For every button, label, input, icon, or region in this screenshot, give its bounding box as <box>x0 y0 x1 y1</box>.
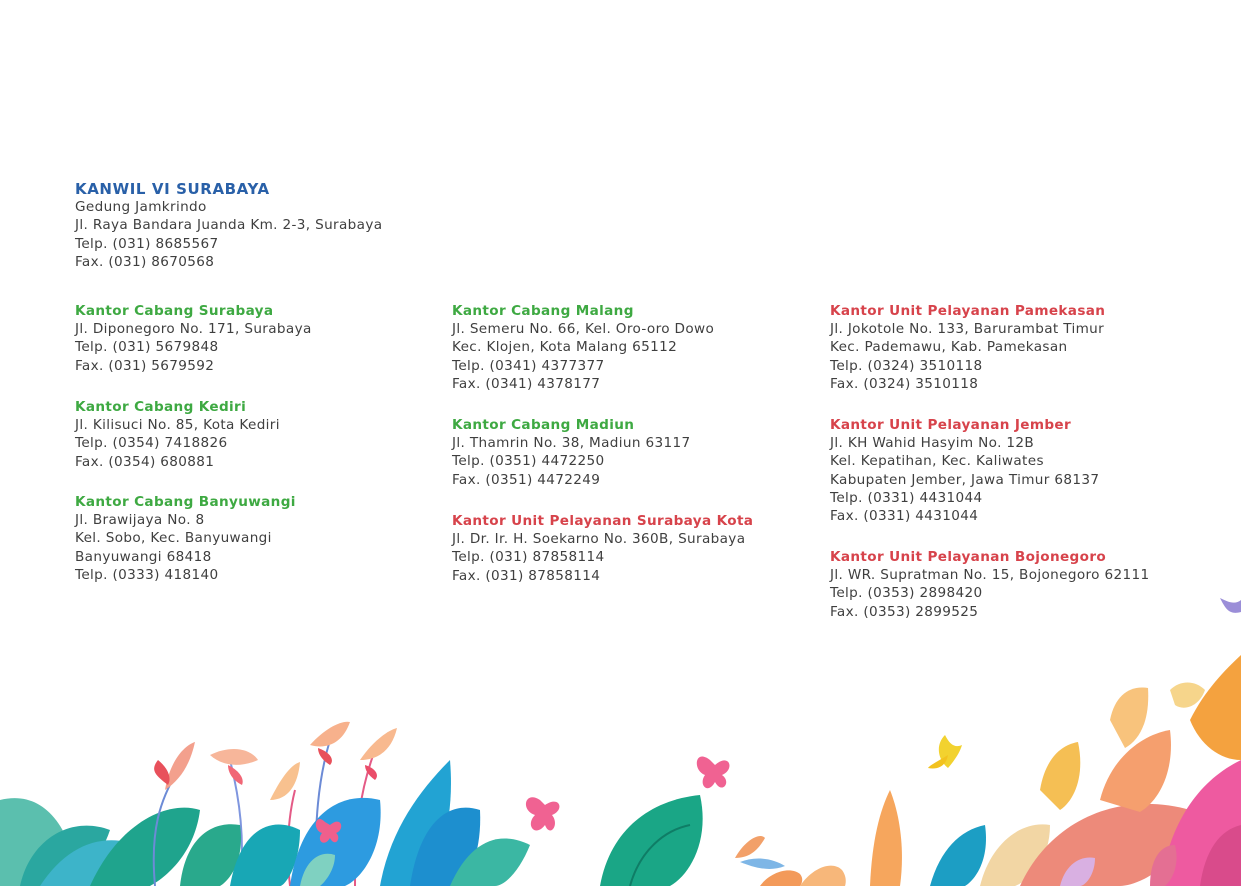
office-line: Jl. KH Wahid Hasyim No. 12B <box>830 435 1035 452</box>
office-line: Jl. Diponegoro No. 171, Surabaya <box>75 321 312 338</box>
butterfly-pink-3 <box>316 819 341 843</box>
office-line: Fax. (0351) 4472249 <box>452 471 601 488</box>
office-title: Kantor Unit Pelayanan Jember <box>830 417 1072 433</box>
office-title: Kantor Unit Pelayanan Pamekasan <box>830 303 1106 319</box>
office-line: Fax. (031) 87858114 <box>452 567 601 584</box>
office-line: Telp. (0331) 4431044 <box>830 489 983 506</box>
kanwil-line: Gedung Jamkrindo <box>75 199 207 216</box>
butterfly-yellow <box>928 735 962 768</box>
butterfly-pink-1 <box>526 797 560 830</box>
office-line: Jl. Thamrin No. 38, Madiun 63117 <box>452 435 691 452</box>
kanwil-line: Telp. (031) 8685567 <box>75 235 219 252</box>
office-line: Banyuwangi 68418 <box>75 548 212 565</box>
office-title: Kantor Unit Pelayanan Surabaya Kota <box>452 513 754 529</box>
kanwil-line: Fax. (031) 8670568 <box>75 253 215 270</box>
office-line: Fax. (0331) 4431044 <box>830 508 979 525</box>
office-title: Kantor Cabang Kediri <box>75 399 247 415</box>
office-line: Kec. Pademawu, Kab. Pamekasan <box>830 339 1068 356</box>
office-line: Telp. (031) 5679848 <box>75 339 219 356</box>
office-unit-jember <box>830 416 1099 525</box>
office-title: Kantor Cabang Banyuwangi <box>75 494 296 510</box>
orange-pattern-band <box>760 866 846 886</box>
butterfly-purple <box>1220 598 1241 613</box>
office-cabang-surabaya <box>75 302 312 375</box>
office-cabang-banyuwangi <box>75 493 296 584</box>
office-unit-surabaya-kota <box>452 512 753 585</box>
office-line: Jl. Jokotole No. 133, Barurambat Timur <box>830 321 1105 338</box>
office-title: Kantor Cabang Surabaya <box>75 303 274 319</box>
office-line: Jl. WR. Supratman No. 15, Bojonegoro 62111 <box>830 567 1150 584</box>
office-cabang-malang <box>452 302 714 393</box>
office-line: Telp. (0354) 7418826 <box>75 435 228 452</box>
flower-heads <box>154 722 397 800</box>
office-line: Fax. (0341) 4378177 <box>452 375 601 392</box>
flower-stems <box>154 740 375 886</box>
office-cabang-kediri <box>75 398 280 471</box>
office-line: Telp. (0333) 418140 <box>75 566 219 583</box>
office-title: Kantor Cabang Madiun <box>452 417 635 433</box>
kanwil-line: Jl. Raya Bandara Juanda Km. 2-3, Surabaya <box>75 217 383 234</box>
office-line: Kel. Kepatihan, Kec. Kaliwates <box>830 453 1044 470</box>
office-line: Jl. Kilisuci No. 85, Kota Kediri <box>75 417 280 434</box>
office-line: Jl. Semeru No. 66, Kel. Oro-oro Dowo <box>452 321 715 338</box>
right-foliage-cluster <box>870 655 1241 886</box>
office-line: Telp. (0351) 4472250 <box>452 453 605 470</box>
office-unit-pamekasan <box>830 302 1105 393</box>
butterfly-blue-orange <box>735 836 785 869</box>
office-line: Telp. (0353) 2898420 <box>830 585 983 602</box>
kanwil-title: KANWIL VI SURABAYA <box>75 180 270 198</box>
center-monstera-leaf <box>600 795 703 886</box>
office-title: Kantor Unit Pelayanan Bojonegoro <box>830 549 1107 565</box>
office-line: Kel. Sobo, Kec. Banyuwangi <box>75 530 272 547</box>
butterfly-pink-2 <box>697 756 730 788</box>
office-title: Kantor Cabang Malang <box>452 303 634 319</box>
office-line: Jl. Brawijaya No. 8 <box>75 512 205 529</box>
office-line: Telp. (0341) 4377377 <box>452 357 605 374</box>
office-line: Telp. (0324) 3510118 <box>830 357 983 374</box>
office-line: Fax. (031) 5679592 <box>75 357 215 374</box>
office-line: Telp. (031) 87858114 <box>452 549 605 566</box>
mid-left-leaves <box>180 760 530 886</box>
office-cabang-madiun <box>452 416 691 489</box>
left-leaf-cluster <box>0 798 200 886</box>
kanwil-block <box>75 180 382 271</box>
office-line: Fax. (0354) 680881 <box>75 453 215 470</box>
office-line: Fax. (0324) 3510118 <box>830 375 979 392</box>
office-line: Kabupaten Jember, Jawa Timur 68137 <box>830 471 1100 488</box>
office-line: Jl. Dr. Ir. H. Soekarno No. 360B, Surabaya <box>452 531 746 548</box>
office-unit-bojonegoro <box>830 548 1149 621</box>
office-line: Fax. (0353) 2899525 <box>830 603 979 620</box>
office-line: Kec. Klojen, Kota Malang 65112 <box>452 339 678 356</box>
